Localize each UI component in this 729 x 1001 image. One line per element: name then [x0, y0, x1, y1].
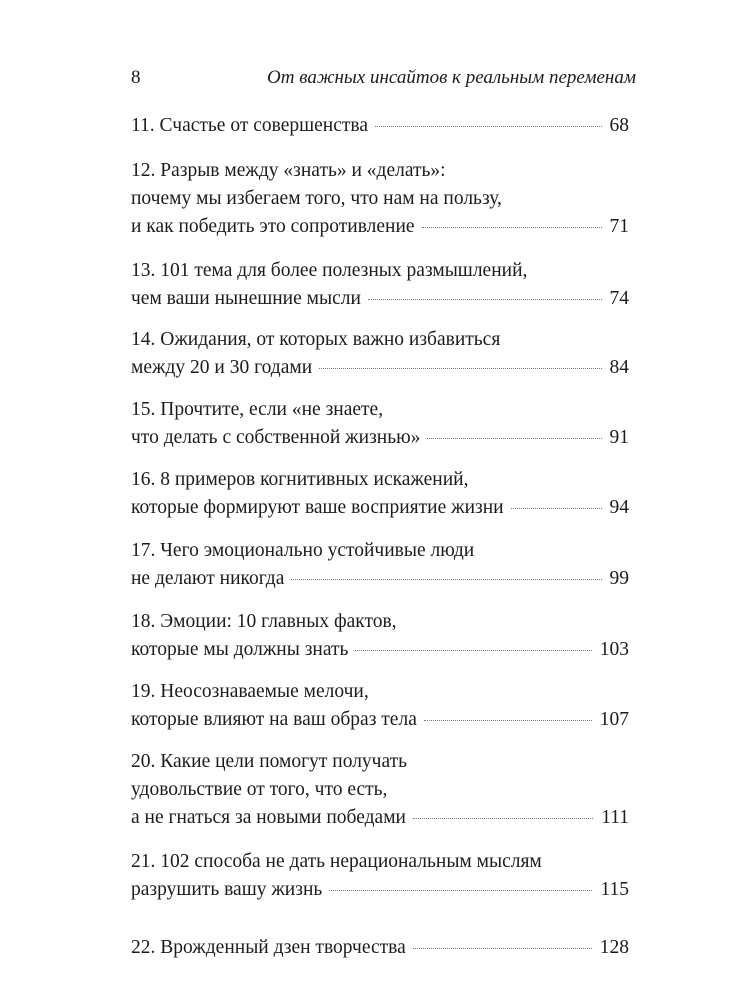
toc-entry-title-continued: и как победить это сопротивление: [131, 216, 415, 237]
toc-entry-20: [131, 748, 629, 832]
toc-page-number: 111: [601, 807, 629, 828]
toc-entry-title: 12. Разрыв между «знать» и «делать»:: [131, 160, 446, 181]
dot-leader: [291, 578, 601, 580]
dot-leader: [413, 947, 592, 949]
page-number: 8: [131, 67, 141, 88]
toc-entry-title: 15. Прочтите, если «не знаете,: [131, 399, 384, 420]
toc-page-number: 91: [609, 427, 629, 448]
toc-entry-18: [131, 608, 629, 664]
toc-entry-title: 18. Эмоции: 10 главных фактов,: [131, 611, 397, 632]
toc-entry-title-continued: которые влияют на ваш образ тела: [131, 709, 417, 730]
toc-entry-title-continued: которые формируют ваше восприятие жизни: [131, 497, 504, 518]
toc-entry-22: [131, 934, 629, 962]
toc-entry-last-line: [131, 354, 629, 382]
toc-entry-15: [131, 396, 629, 452]
dot-leader: [424, 719, 592, 721]
toc-entry-title-continued: чем ваши нынешние мысли: [131, 288, 361, 309]
toc-entry-last-line: [131, 636, 629, 664]
toc-page-number: 84: [609, 357, 629, 378]
toc-entry-title: 20. Какие цели помогут получать: [131, 751, 408, 772]
toc-entry-last-line: [131, 804, 629, 832]
toc-page-number: 68: [609, 115, 629, 136]
toc-entry-title-continued: что делать с собственной жизнью»: [131, 427, 421, 448]
toc-entry-title: 11. Счастье от совершенства: [131, 115, 369, 136]
toc-entry-21: [131, 848, 629, 904]
toc-entry-last-line: [131, 934, 629, 962]
toc-entry-title-continued: почему мы избегаем того, что нам на пользу,: [131, 188, 502, 209]
dot-leader: [355, 649, 591, 651]
toc-entry-last-line: [131, 285, 629, 313]
toc-page-number: 94: [609, 497, 629, 518]
toc-entry-last-line: [131, 112, 629, 140]
toc-entry-title: 14. Ожидания, от которых важно избавиться: [131, 329, 501, 350]
toc-entry-title: 16. 8 примеров когнитивных искажений,: [131, 469, 469, 490]
dot-leader: [413, 817, 593, 819]
toc-entry-title-continued: которые мы должны знать: [131, 639, 349, 660]
toc-entry-title: 13. 101 тема для более полезных размышлений,: [131, 260, 528, 281]
toc-entry-last-line: [131, 706, 629, 734]
toc-entry-title-continued: между 20 и 30 годами: [131, 357, 313, 378]
toc-entry-last-line: [131, 213, 629, 241]
toc-page-number: 71: [609, 216, 629, 237]
toc-entry-13: [131, 257, 629, 313]
dot-leader: [319, 367, 601, 369]
dot-leader: [375, 125, 601, 127]
toc-page-number: 74: [609, 288, 629, 309]
toc-entry-16: [131, 466, 629, 522]
toc-page-number: 103: [599, 639, 629, 660]
toc-entry-12: [131, 157, 629, 241]
toc-entry-14: [131, 326, 629, 382]
toc-entry-title: 17. Чего эмоционально устойчивые люди: [131, 540, 475, 561]
dot-leader: [427, 437, 601, 439]
toc-page-number: 99: [609, 568, 629, 589]
toc-entry-last-line: [131, 494, 629, 522]
toc-entry-title-continued: удовольствие от того, что есть,: [131, 779, 388, 800]
toc-entry-last-line: [131, 876, 629, 904]
toc-entry-title: 22. Врожденный дзен творчества: [131, 937, 406, 958]
running-title: От важных инсайтов к реальным переменам: [267, 67, 636, 88]
toc-entry-last-line: [131, 565, 629, 593]
toc-entry-11: [131, 112, 629, 140]
toc-entry-title: 19. Неосознаваемые мелочи,: [131, 681, 369, 702]
dot-leader: [422, 226, 602, 228]
toc-page-number: 107: [599, 709, 629, 730]
toc-entry-title-continued: не делают никогда: [131, 568, 285, 589]
toc-entry-17: [131, 537, 629, 593]
toc-entry-last-line: [131, 424, 629, 452]
dot-leader: [329, 889, 592, 891]
toc-entry-title-continued: а не гнаться за новыми победами: [131, 807, 406, 828]
toc-entry-title: 21. 102 способа не дать нерациональным мыслям: [131, 851, 542, 872]
toc-page-number: 128: [599, 937, 629, 958]
running-head: [131, 66, 636, 90]
toc-page-number: 115: [600, 879, 629, 900]
toc-entry-title-continued: разрушить вашу жизнь: [131, 879, 323, 900]
toc-entry-19: [131, 678, 629, 734]
dot-leader: [511, 507, 602, 509]
dot-leader: [368, 298, 602, 300]
